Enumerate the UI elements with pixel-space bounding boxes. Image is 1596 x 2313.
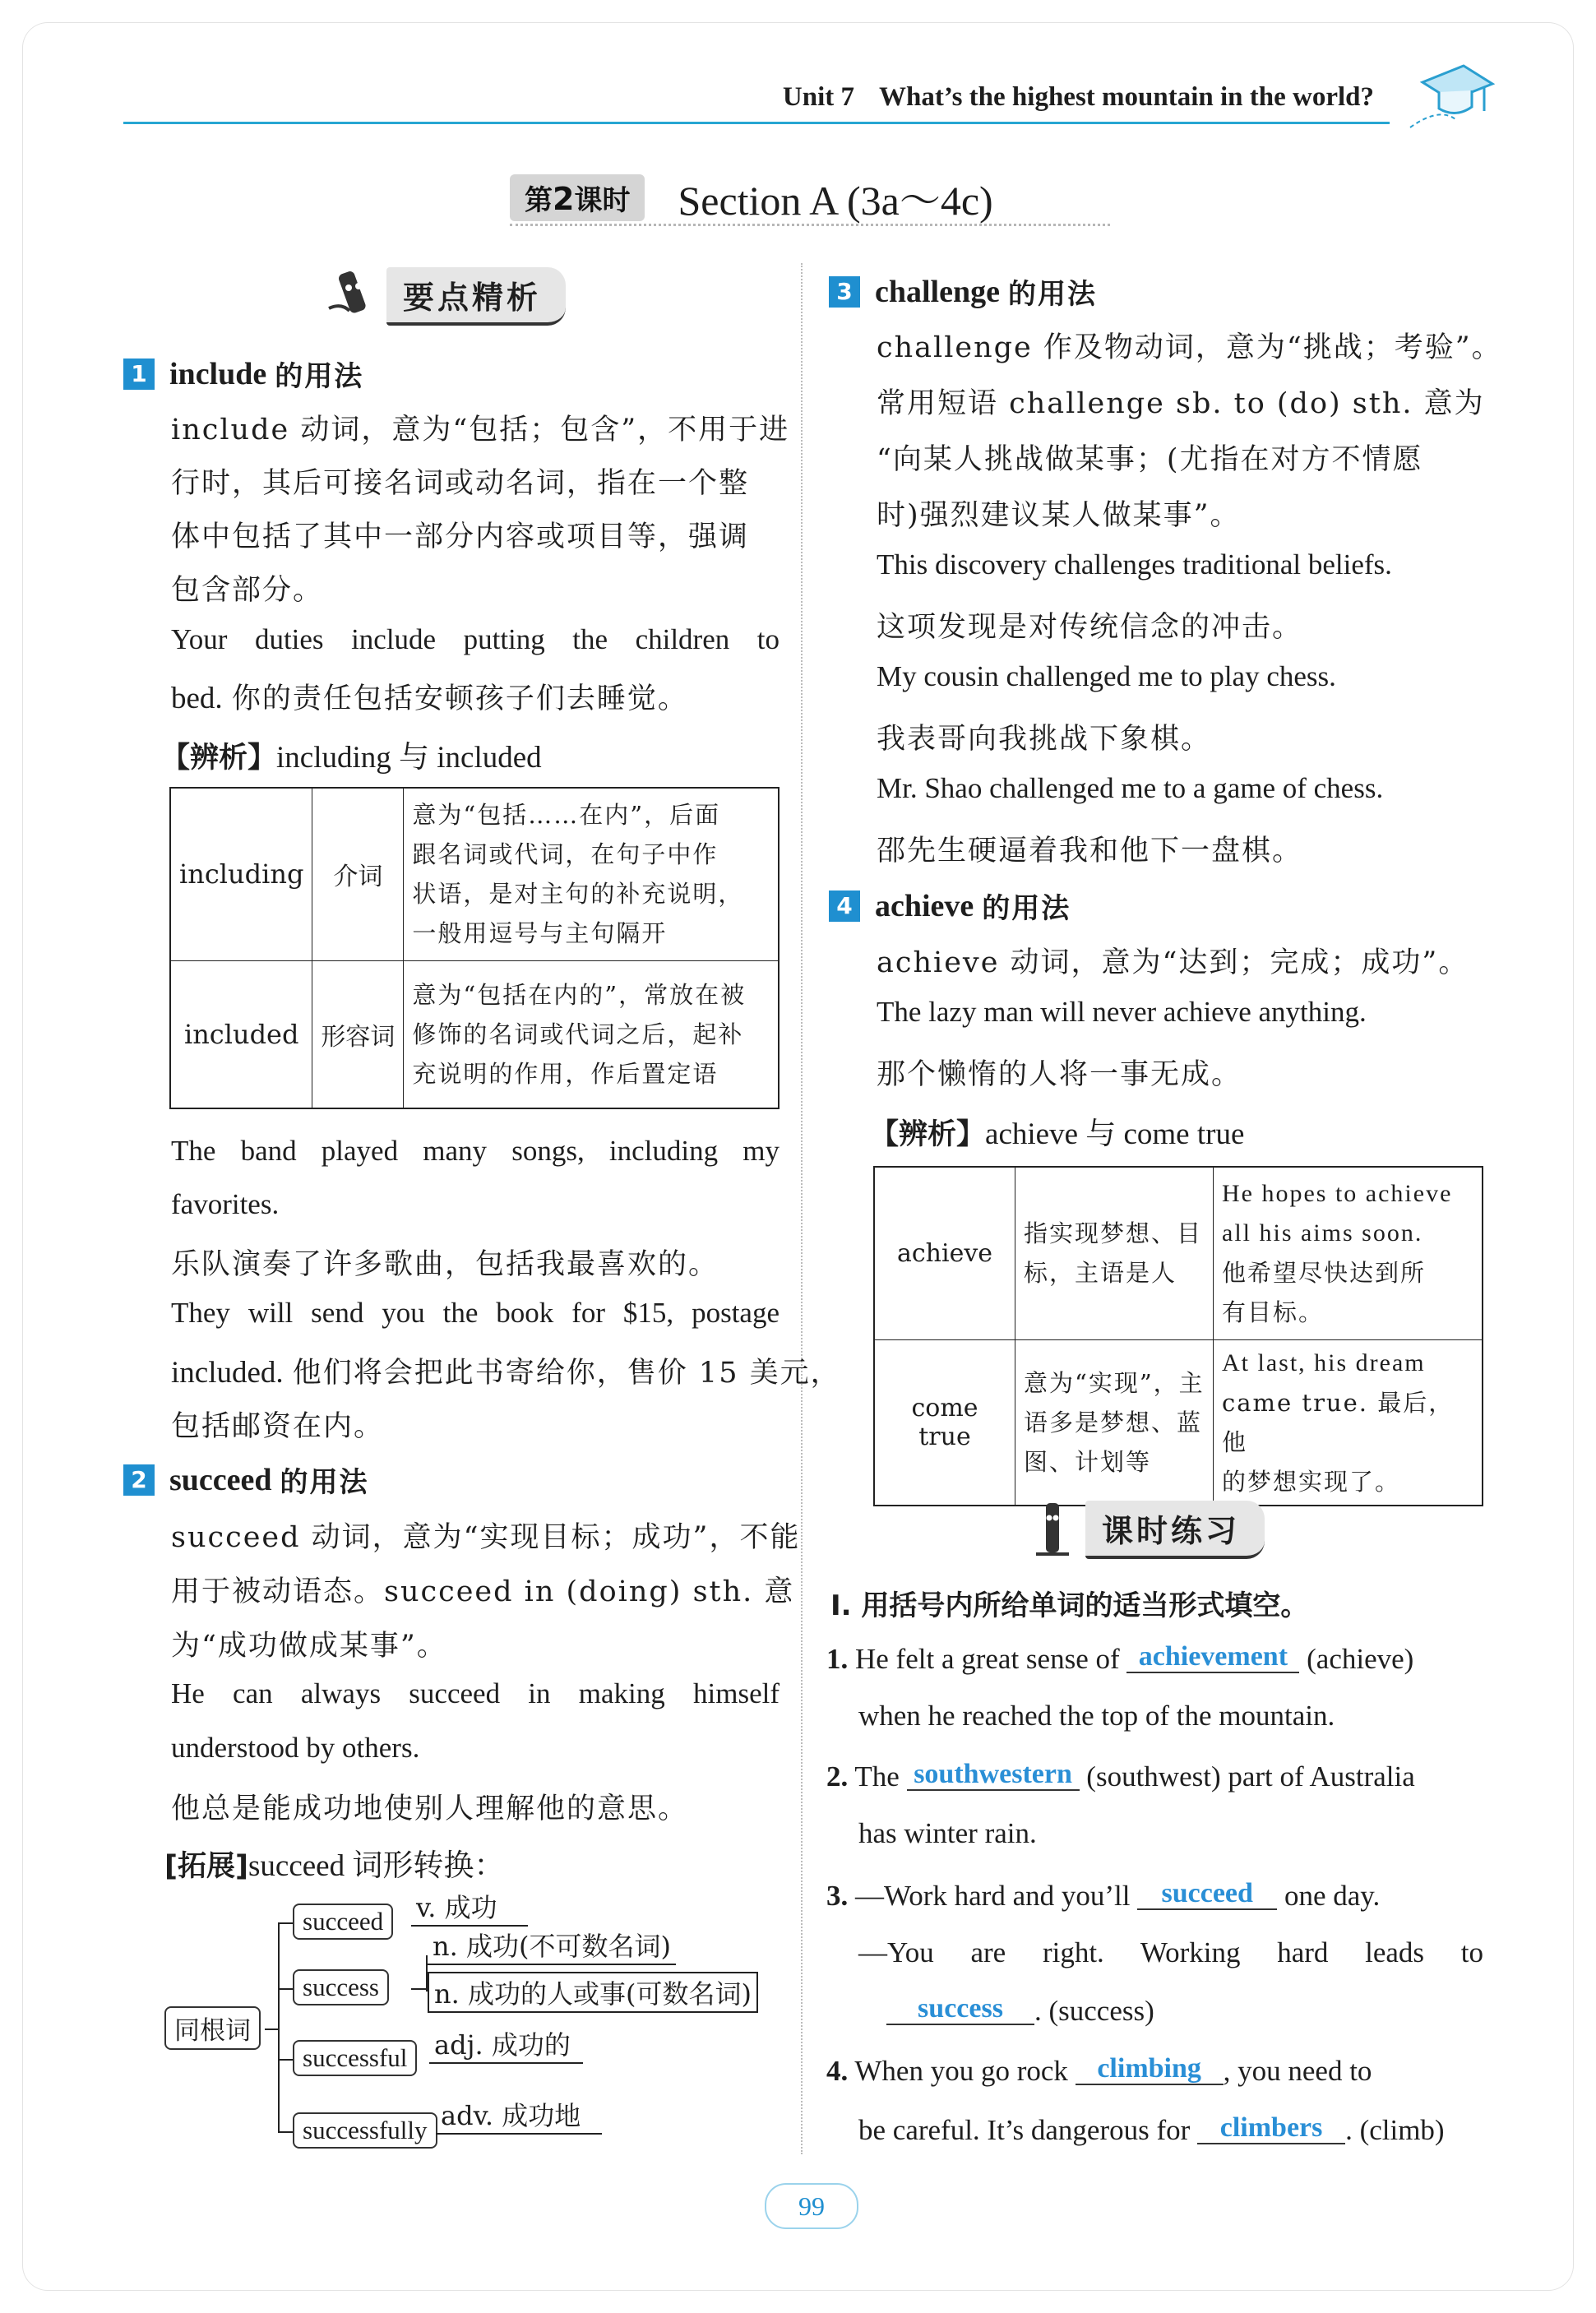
- answer-blank[interactable]: succeed: [1137, 1879, 1277, 1910]
- p3-body-line: challenge 作及物动词，意为“挑战；考验”。: [877, 331, 1502, 364]
- period-badge: 第2课时: [510, 174, 645, 221]
- section-title: Section A (3a～4c): [678, 178, 993, 224]
- point-word: include: [169, 356, 267, 391]
- p4-note: 【辨析】achieve 与 come true: [870, 1117, 1245, 1151]
- tree-def: adv. 成功地: [436, 2095, 602, 2135]
- tree-def: v. 成功: [411, 1887, 528, 1927]
- p2-body-line: 为“成功做成某事”。: [171, 1630, 447, 1663]
- p1-body-line: 行时，其后可接名词或动名词，指在一个整: [171, 467, 750, 500]
- exercise-item-cont: has winter rain.: [858, 1817, 1037, 1849]
- point-suffix: 的用法: [275, 360, 364, 393]
- point-suffix: 的用法: [1007, 278, 1097, 311]
- column-divider: [801, 263, 803, 2154]
- point-number-badge: 3: [829, 276, 860, 308]
- tree-def: n. 成功的人或事(可数名词): [428, 1972, 758, 2013]
- p1-body-line: include 动词，意为“包括；包含”，不用于进: [171, 414, 790, 446]
- table-desc: 指实现梦想、目 标，主语是人: [1015, 1167, 1214, 1339]
- point-1-heading: [123, 354, 363, 394]
- point-word: challenge: [875, 274, 1000, 309]
- answer-blank[interactable]: southwestern: [907, 1760, 1080, 1791]
- exercise-item: 4. When you go rock climbing , you need to: [826, 2053, 1372, 2087]
- section-title-row: [510, 169, 993, 226]
- achieve-vs-come-true-table: [873, 1166, 1483, 1506]
- p1-example2-en: The band played many songs, including my: [171, 1135, 779, 1167]
- point-2-heading: [123, 1460, 369, 1500]
- answer-blank[interactable]: climbers: [1197, 2113, 1345, 2144]
- point-number-badge: 4: [829, 891, 860, 922]
- p3-example3-zh: 邵先生硬逼着我和他下一盘棋。: [877, 835, 1303, 867]
- p2-body-line: succeed 动词，意为“实现目标；成功”，不能: [171, 1521, 801, 1554]
- table-row: [170, 788, 779, 960]
- exercise-item-cont: when he reached the top of the mountain.: [858, 1700, 1335, 1732]
- key-points-title: 要点精析: [386, 267, 566, 326]
- table-desc: 意为“实现”，主 语多是梦想、蓝 图、计划等: [1015, 1339, 1214, 1506]
- tree-def: n. 成功(不可数名词): [428, 1926, 676, 1965]
- p1-example2-zh: 乐队演奏了许多歌曲，包括我最喜欢的。: [171, 1248, 719, 1281]
- exercise-item: 2. The southwestern (southwest) part of Australia: [826, 1759, 1415, 1793]
- point-suffix: 的用法: [280, 1466, 369, 1499]
- table-desc: 意为“包括……在内”，后面 跟名词或代词，在句子中作 状语，是对主句的补充说明， 一般用逗号与主句隔开: [404, 788, 779, 960]
- table-example: At last, his dream came true. 最后，他 的梦想实现了。: [1214, 1339, 1483, 1506]
- p1-body-line: 包含部分。: [171, 574, 324, 607]
- p1-body-line: 体中包括了其中一部分内容或项目等，强调: [171, 520, 750, 553]
- point-word: achieve: [875, 888, 974, 923]
- page-number: 99: [765, 2183, 858, 2229]
- tree-connector: [278, 2059, 294, 2061]
- p1-example2-en: favorites.: [171, 1188, 280, 1220]
- p3-example1-zh: 这项发现是对传统信念的冲击。: [877, 611, 1303, 644]
- p2-example-en: understood by others.: [171, 1732, 420, 1764]
- p3-body-line: 常用短语 challenge sb. to (do) sth. 意为: [877, 387, 1485, 420]
- p2-example-en: He can always succeed in making himself: [171, 1677, 779, 1709]
- p3-body-line: “向某人挑战做某事；(尤指在对方不情愿: [877, 443, 1423, 476]
- table-row: [170, 960, 779, 1108]
- header-rule: [123, 122, 1390, 124]
- table-word: including: [170, 788, 312, 960]
- table-pos: 形容词: [312, 960, 404, 1108]
- p4-example-zh: 那个懒惰的人将一事无成。: [877, 1058, 1242, 1091]
- table-example: He hopes to achieve all his aims soon. 他希望尽快达到所 有目标。: [1214, 1167, 1483, 1339]
- p4-body-line: achieve 动词，意为“达到；完成；成功”。: [877, 946, 1469, 979]
- p1-note: 【辨析】including 与 included: [161, 741, 542, 775]
- p3-example1-en: This discovery challenges traditional beliefs.: [877, 548, 1392, 581]
- unit-label: Unit 7: [782, 82, 854, 112]
- tree-connector: [278, 1922, 294, 1924]
- p1-example3-en: They will send you the book for $15, postage: [171, 1297, 779, 1329]
- point-4-heading: [829, 886, 1071, 926]
- point-3-heading: [829, 271, 1097, 312]
- practice-banner: [1020, 1497, 1265, 1562]
- exercise-item: 1. He felt a great sense of achievement (achieve): [826, 1641, 1414, 1675]
- running-header: [783, 82, 1374, 113]
- including-vs-included-table: [169, 787, 779, 1109]
- p3-example3-en: Mr. Shao challenged me to a game of chess.: [877, 772, 1384, 804]
- p2-body-line: 用于被动语态。succeed in (doing) sth. 意: [171, 1575, 795, 1608]
- tree-connector: [278, 2131, 294, 2133]
- tree-node: success: [293, 1969, 389, 2005]
- tree-node: successful: [293, 2040, 417, 2076]
- tree-def: adj. 成功的: [429, 2024, 583, 2064]
- exercise-item: 3. —Work hard and you’ll succeed one day.: [826, 1878, 1381, 1912]
- p3-body-line: 时)强烈建议某人做某事”。: [877, 499, 1241, 532]
- p1-example3-zh: 包括邮资在内。: [171, 1410, 385, 1443]
- p1-example3-line: included. 他们将会把此书寄给你，售价 15 美元，: [171, 1356, 841, 1390]
- key-points-banner: [321, 263, 566, 329]
- table-row: [874, 1339, 1483, 1506]
- p3-example2-en: My cousin challenged me to play chess.: [877, 660, 1336, 692]
- table-word: come true: [874, 1339, 1015, 1506]
- pencil-mascot-icon: [1020, 1497, 1085, 1562]
- answer-blank[interactable]: achievement: [1126, 1642, 1299, 1673]
- exercise-item-cont: —You are right. Working hard leads to: [858, 1936, 1483, 1968]
- title-dotted-rule: [510, 220, 1110, 226]
- tree-node: succeed: [293, 1904, 393, 1940]
- point-number-badge: 1: [123, 359, 155, 390]
- table-word: achieve: [874, 1167, 1015, 1339]
- tree-node: successfully: [293, 2112, 437, 2149]
- answer-blank[interactable]: success: [886, 1994, 1034, 2025]
- table-word: included: [170, 960, 312, 1108]
- p4-example-en: The lazy man will never achieve anything.: [877, 996, 1367, 1028]
- p3-example2-zh: 我表哥向我挑战下象棋。: [877, 723, 1212, 756]
- point-suffix: 的用法: [982, 892, 1071, 925]
- point-word: succeed: [169, 1462, 272, 1497]
- pencil-mascot-icon: [321, 263, 386, 329]
- p1-example-en: Your duties include putting the children to: [171, 623, 779, 655]
- exercise-heading: Ⅰ. 用括号内所给单词的适当形式填空。: [830, 1589, 1309, 1622]
- table-pos: 介词: [312, 788, 404, 960]
- point-number-badge: 2: [123, 1464, 155, 1496]
- p1-example-line: bed. 你的责任包括安顿孩子们去睡觉。: [171, 682, 688, 715]
- tree-connector: [411, 1988, 428, 1990]
- p2-extension: [拓展]succeed 词形转换：: [164, 1849, 505, 1883]
- p2-example-zh: 他总是能成功地使别人理解他的意思。: [171, 1793, 689, 1825]
- graduation-cap-icon: [1406, 49, 1497, 132]
- practice-title: 课时练习: [1085, 1501, 1265, 1559]
- exercise-item-cont: success . (success): [886, 1994, 1154, 2028]
- answer-blank[interactable]: climbing: [1076, 2054, 1224, 2085]
- tree-root: 同根词: [164, 2006, 261, 2050]
- exercise-item-cont: be careful. It’s dangerous for climbers . (climb): [858, 2112, 1445, 2146]
- tree-connector: [278, 1922, 280, 2133]
- tree-connector: [278, 1988, 294, 1990]
- unit-title: What’s the highest mountain in the world?: [878, 82, 1374, 112]
- table-desc: 意为“包括在内的”，常放在被 修饰的名词或代词之后，起补 充说明的作用，作后置定语: [404, 960, 779, 1108]
- table-row: [874, 1167, 1483, 1339]
